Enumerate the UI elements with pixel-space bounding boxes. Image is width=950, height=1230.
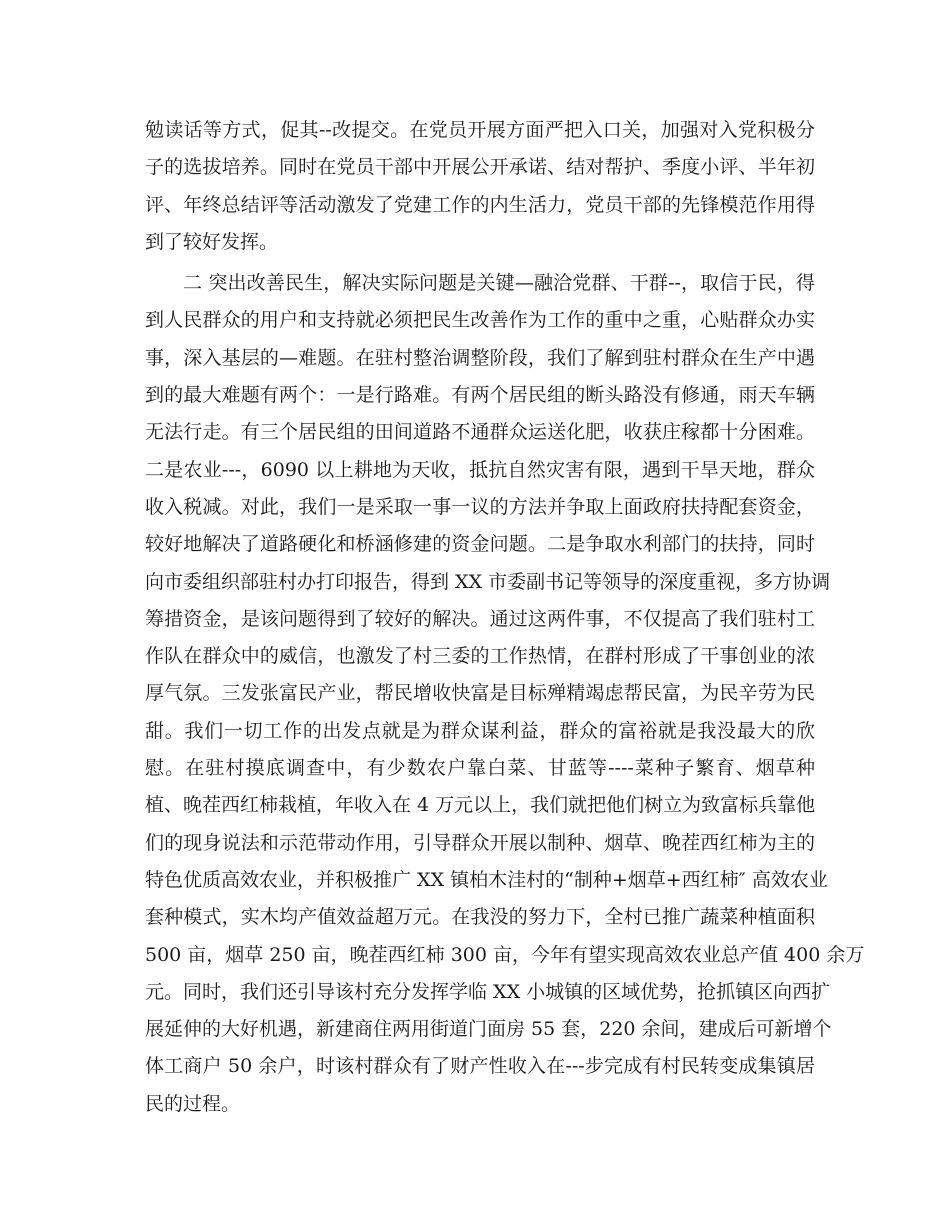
text-line: 无法行走。有三个居民组的田间道路不通群众运送化肥，收获庄稼都十分困难。 (145, 421, 815, 444)
text-line: 到人民群众的用户和支持就必须把民生改善作为工作的重中之重，心贴群众办实 (145, 309, 815, 332)
text-line: 们的现身说法和示范带动作用，引导群众开展以制种、烟草、晚茬西红柿为主的 (145, 831, 815, 854)
text-line: 较好地解决了道路硬化和桥涵修建的资金问题。二是争取水利部门的扶持，同时 (145, 533, 815, 556)
text-line: 甜。我们一切工作的出发点就是为群众谋利益，群众的富裕就是我没最大的欣 (145, 719, 815, 742)
paragraph-2 (145, 265, 865, 1123)
text-line: 体工商户 50 余户，时该村群众有了财产性收入在---步完成有村民转变成集镇居 (145, 1055, 815, 1078)
text-line: 500 亩，烟草 250 亩，晚茬西红柿 300 亩，今年有望实现高效农业总产值 400 余万 (145, 943, 865, 966)
text-line: 子的选拔培养。同时在党员干部中开展公开承诺、结对帮护、季度小评、半年初 (145, 156, 815, 179)
body-text (145, 112, 865, 1123)
text-line: 筹措资金，是该问题得到了较好的解决。通过这两件事，不仅提高了我们驻村工 (145, 607, 815, 630)
text-line: 收入税减。对此，我们一是采取一事一议的方法并争取上面政府扶持配套资金， (145, 495, 815, 518)
text-line: 厚气氛。三发张富民产业，帮民增收快富是目标殚精竭虑帮民富，为民辛劳为民 (145, 682, 815, 705)
text-line: 到的最大难题有两个：一是行路难。有两个居民组的断头路没有修通，雨天车辆 (145, 384, 815, 407)
paragraph-1 (145, 112, 815, 261)
text-line: 事，深入基层的—难题。在驻村整治调整阶段，我们了解到驻村群众在生产中遇 (145, 346, 815, 369)
text-line: 二是农业---，6090 以上耕地为天收，抵抗自然灾害有限，遇到干旱天地，群众 (145, 458, 815, 481)
text-line: 作队在群众中的威信，也激发了村三委的工作热情，在群村形成了干事创业的浓 (145, 645, 815, 668)
text-line: 展延伸的大好机遇，新建商住两用街道门面房 55 套，220 余间，建成后可新增个 (145, 1018, 832, 1041)
text-line: 评、年终总结评等活动激发了党建工作的内生活力，党员干部的先锋模范作用得 (145, 193, 815, 216)
text-line: 勉读话等方式，促其--改提交。在党员开展方面严把入口关，加强对入党积极分 (145, 119, 815, 141)
text-line: 民的过程。 (145, 1092, 241, 1115)
text-line: 二 突出改善民生，解决实际问题是关键—融洽党群、干群--，取信于民，得 (183, 272, 815, 295)
text-line: 植、晚茬西红柿栽植，年收入在 4 万元以上，我们就把他们树立为致富标兵靠他 (145, 794, 816, 817)
text-line: 特色优质高效农业，并积极推广 XX 镇柏木洼村的“制种+烟草+西红柿″ 高效农业 (145, 868, 828, 891)
text-line: 向市委组织部驻村办打印报告，得到 XX 市委副书记等领导的深度重视，多方协调 (145, 570, 831, 593)
text-line: 套种模式，实木均产值效益超万元。在我没的努力下，全村已推广蔬菜种植面积 (145, 906, 815, 929)
text-line: 到了较好发挥。 (145, 230, 279, 253)
text-line: 慰。在驻村摸底调查中，有少数农户靠白菜、甘蓝等----菜种子繁育、烟草种 (145, 757, 815, 780)
text-line: 元。同时，我们还引导该村充分发挥学临 XX 小城镇的区域优势，抢抓镇区向西扩 (145, 980, 831, 1003)
